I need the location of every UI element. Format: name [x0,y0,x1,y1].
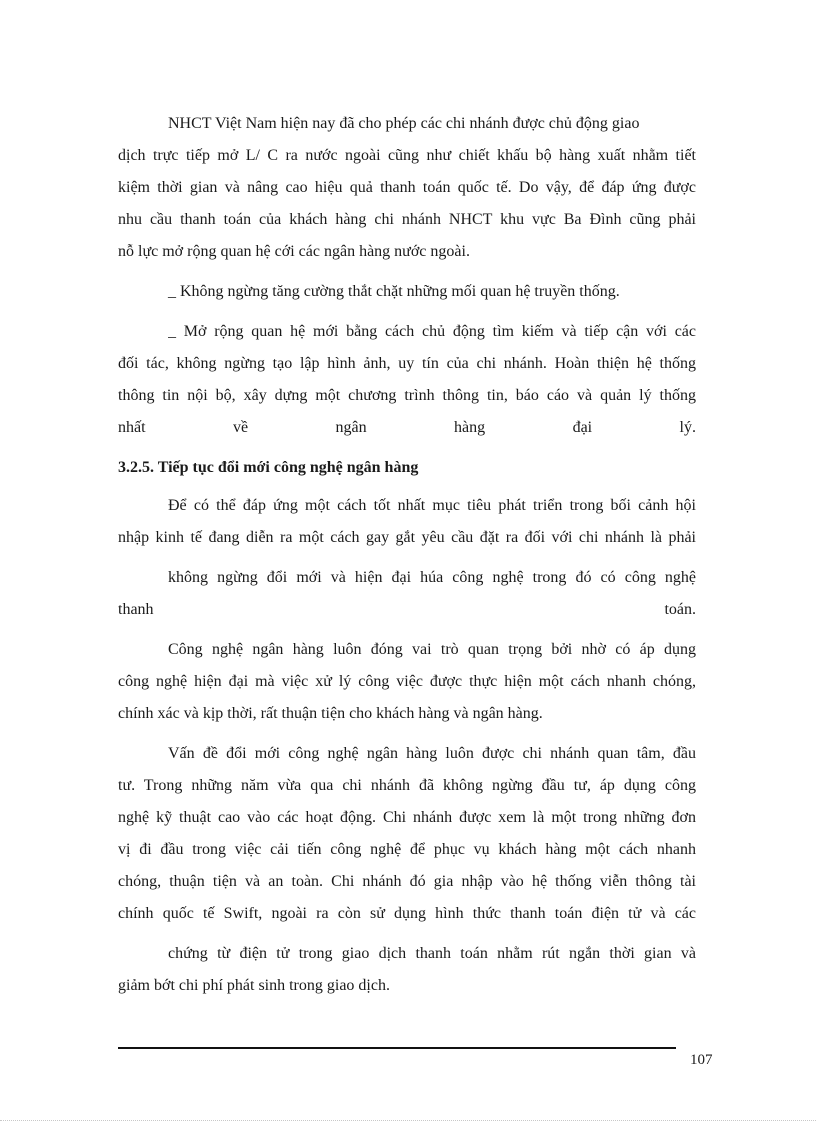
text-line: công nghệ hiện đại mà việc xử lý công việc được thực hiện một cách nhanh chóng, [118,673,696,690]
text-line: Vấn đề đổi mới công nghệ ngân hàng luôn được chi nhánh quan tâm, đầu [168,745,696,762]
text-line: chứng từ điện tử trong giao dịch thanh toán nhằm rút ngắn thời gian và [168,945,696,962]
text-line: dịch trực tiếp mở L/ C ra nước ngoài cũng như chiết khấu bộ hàng xuất nhằm tiết [118,147,696,164]
text-line: nỗ lực mở rộng quan hệ cới các ngân hàng nước ngoài. [118,243,470,260]
section-heading: 3.2.5. Tiếp tục đổi mới công nghệ ngân hàng [118,459,419,476]
text-line: vị đi đầu trong việc cải tiến công nghệ để phục vụ khách hàng một cách nhanh [118,841,696,858]
text-line: NHCT Việt Nam hiện nay đã cho phép các chi nhánh được chủ động giao [168,115,640,132]
text-line: nhất về ngân hàng đại lý. [118,419,696,436]
text-line: Công nghệ ngân hàng luôn đóng vai trò quan trọng bởi nhờ có áp dụng [168,641,696,658]
text-line: nhu cầu thanh toán của khách hàng chi nhánh NHCT khu vực Ba Đình cũng phải [118,211,696,228]
text-line: giảm bớt chi phí phát sinh trong giao dịch. [118,977,390,994]
text-line: tư. Trong những năm vừa qua chi nhánh đã không ngừng đầu tư, áp dụng công [118,777,696,794]
text-line: nhập kinh tế đang diễn ra một cách gay gắt yêu cầu đặt ra đối với chi nhánh là phải [118,529,696,546]
text-line: chính quốc tế Swift, ngoài ra còn sử dụng hình thức thanh toán điện tử và các [118,905,696,922]
footer-rule [118,1047,676,1049]
page-boundary [0,1120,816,1121]
text-line: _ Không ngừng tăng cường thắt chặt những mối quan hệ truyền thống. [168,283,620,300]
text-line: chính xác và kịp thời, rất thuận tiện cho khách hàng và ngân hàng. [118,705,543,722]
text-line: thanh toán. [118,601,696,618]
text-line: thông tin nội bộ, xây dựng một chương trình thông tin, báo cáo và quản lý thống [118,387,696,404]
text-line: nghệ kỹ thuật cao vào các hoạt động. Chi nhánh được xem là một trong những đơn [118,809,696,826]
text-line: đối tác, không ngừng tạo lập hình ảnh, uy tín của chi nhánh. Hoàn thiện hệ thống [118,355,696,372]
text-line: kiệm thời gian và nâng cao hiệu quả thanh toán quốc tế. Do vậy, để đáp ứng được [118,179,696,196]
text-line: _ Mở rộng quan hệ mới bằng cách chủ động tìm kiếm và tiếp cận với các [168,323,696,340]
text-line: chóng, thuận tiện và an toàn. Chi nhánh đó gia nhập vào hệ thống viễn thông tài [118,873,696,890]
text-line: không ngừng đổi mới và hiện đại húa công nghệ trong đó có công nghệ [168,569,696,586]
text-line: Để có thể đáp ứng một cách tốt nhất mục tiêu phát triển trong bối cảnh hội [168,497,696,514]
page-number: 107 [690,1052,713,1068]
